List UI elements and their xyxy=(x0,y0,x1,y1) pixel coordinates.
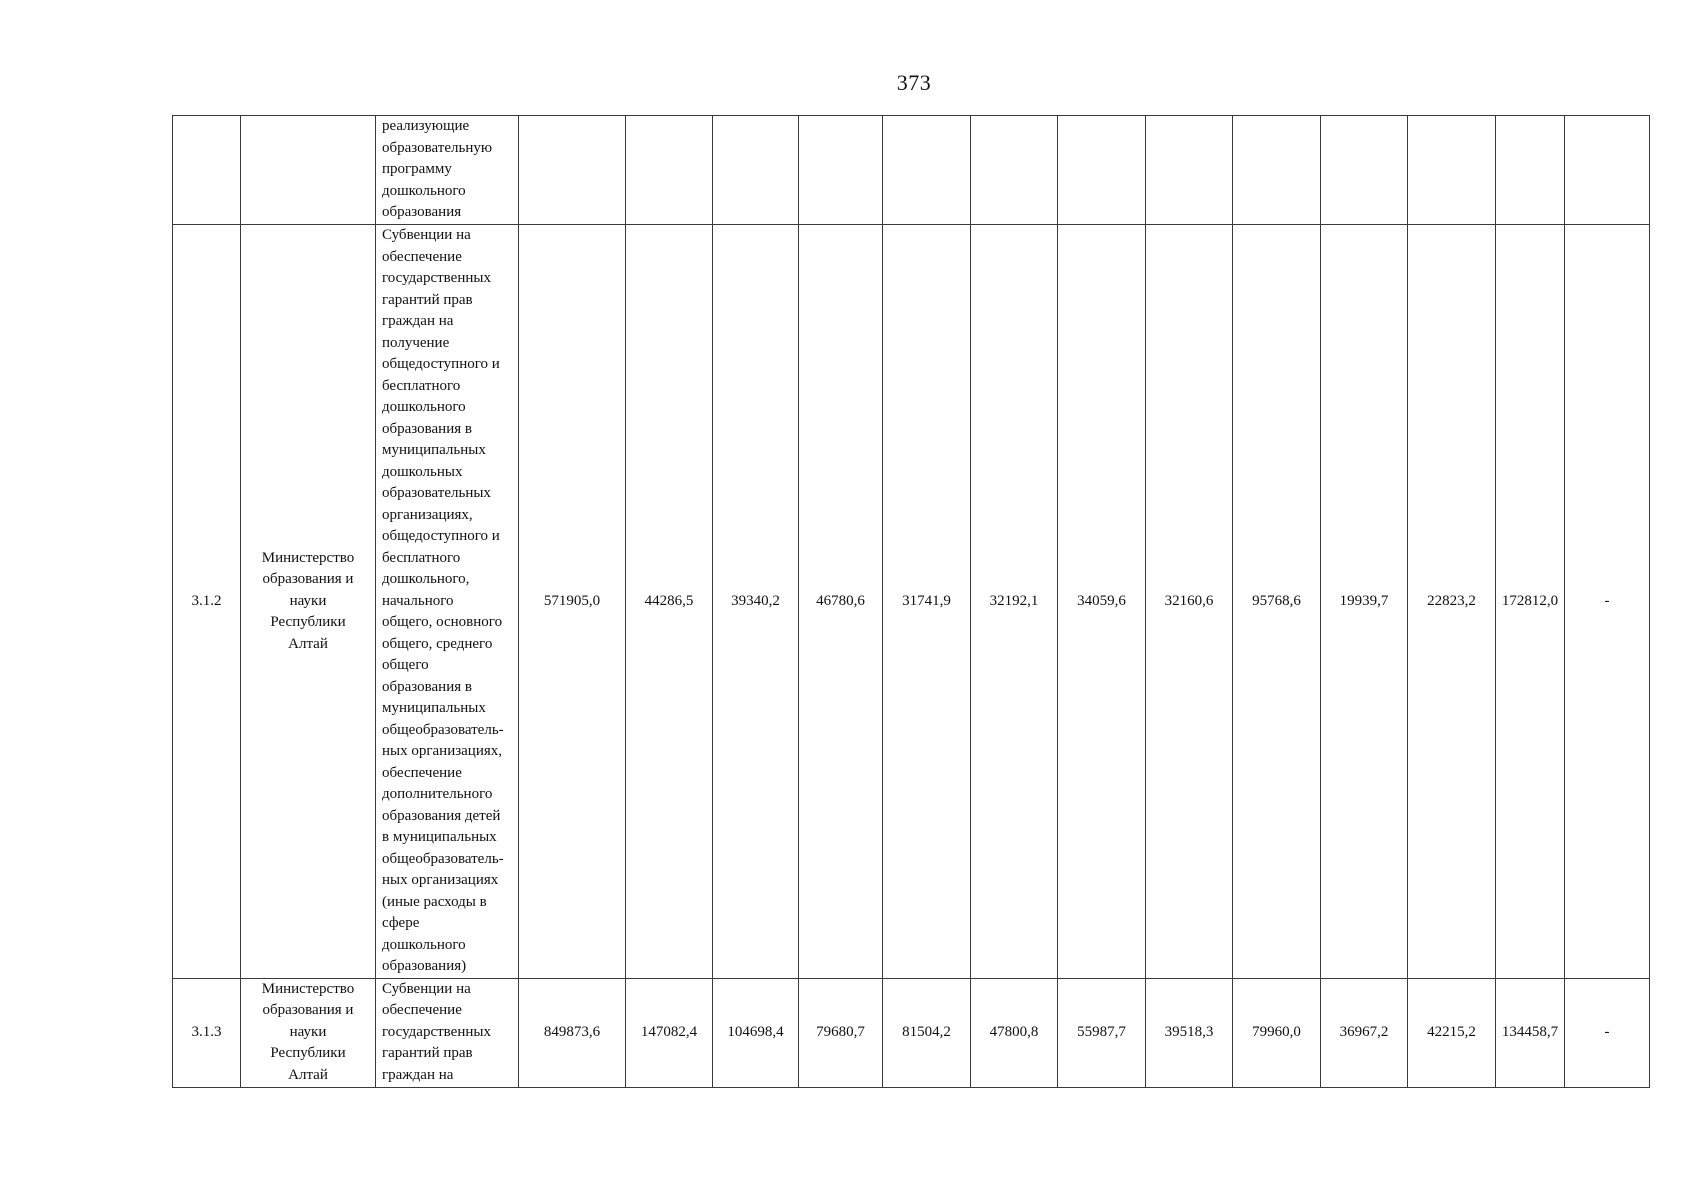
description-line: дошкольного, xyxy=(382,571,470,587)
description-line: (иные расходы в xyxy=(382,893,487,910)
value-cell xyxy=(1565,116,1650,225)
description-line: общего xyxy=(382,657,429,673)
description-line: образования в xyxy=(382,420,472,437)
value-cell: 134458,7 xyxy=(1496,978,1565,1087)
description-line: начального xyxy=(382,592,454,609)
row-id-cell: 3.1.3 xyxy=(173,978,241,1087)
description-line: образования) xyxy=(382,958,467,974)
value-cell: 39518,3 xyxy=(1146,978,1233,1087)
description-line: общедоступного и xyxy=(382,356,500,372)
description-line: образовательных xyxy=(382,485,491,501)
description-line: бесплатного xyxy=(382,549,461,566)
description-line: государственных xyxy=(382,270,491,286)
organization-cell xyxy=(241,116,376,225)
description-line: образовательную xyxy=(382,139,493,156)
description-line: общеобразователь- xyxy=(382,850,504,867)
description-cell xyxy=(376,225,519,979)
value-cell xyxy=(1233,116,1321,225)
table-row xyxy=(173,225,1650,979)
description-line: образования детей xyxy=(382,807,501,824)
table-row xyxy=(173,978,1650,1087)
value-cell: 32192,1 xyxy=(971,225,1058,979)
organization-cell xyxy=(241,978,376,1087)
description-line: в муниципальных xyxy=(382,829,497,845)
description-line: организациях, xyxy=(382,506,473,523)
value-cell xyxy=(799,116,883,225)
value-cell: 79960,0 xyxy=(1233,978,1321,1087)
organization-line: образования и xyxy=(262,1002,354,1019)
description-line: общедоступного и xyxy=(382,528,500,544)
description-line: программу xyxy=(382,161,452,178)
table-row xyxy=(173,116,1650,225)
value-cell: 55987,7 xyxy=(1058,978,1146,1087)
value-cell xyxy=(1496,116,1565,225)
description-line: дошкольного xyxy=(382,399,466,415)
description-line: дополнительного xyxy=(382,786,493,802)
budget-table xyxy=(172,115,1650,1088)
row-id-cell xyxy=(173,116,241,225)
value-cell: - xyxy=(1565,978,1650,1087)
value-cell xyxy=(713,116,799,225)
description-line: общего, основного xyxy=(382,614,503,630)
value-cell xyxy=(519,116,626,225)
value-cell: 19939,7 xyxy=(1321,225,1408,979)
description-line: получение xyxy=(382,334,450,351)
value-cell: 81504,2 xyxy=(883,978,971,1087)
value-cell: 44286,5 xyxy=(626,225,713,979)
description-cell xyxy=(376,116,519,225)
value-cell xyxy=(883,116,971,225)
table-body xyxy=(173,116,1650,1088)
organization-line: Республики xyxy=(270,1045,346,1062)
value-cell: 849873,6 xyxy=(519,978,626,1087)
description-line: Субвенции на xyxy=(382,980,471,997)
description-cell xyxy=(376,978,519,1087)
value-cell: 147082,4 xyxy=(626,978,713,1087)
description-line: граждан на xyxy=(382,1066,454,1083)
value-cell: 39340,2 xyxy=(713,225,799,979)
organization-line: Алтай xyxy=(288,635,328,652)
value-cell: 22823,2 xyxy=(1408,225,1496,979)
organization-line: образования и xyxy=(262,571,354,587)
organization-line: науки xyxy=(289,1023,327,1040)
value-cell: 31741,9 xyxy=(883,225,971,979)
row-id-cell: 3.1.2 xyxy=(173,225,241,979)
description-line: дошкольного xyxy=(382,936,466,953)
value-cell: 32160,6 xyxy=(1146,225,1233,979)
page-number: 373 xyxy=(896,70,932,95)
value-cell: 42215,2 xyxy=(1408,978,1496,1087)
value-cell: 95768,6 xyxy=(1233,225,1321,979)
description-line: ных организациях, xyxy=(382,743,503,759)
description-line: государственных xyxy=(382,1023,491,1040)
value-cell: 172812,0 xyxy=(1496,225,1565,979)
description-line: гарантий прав xyxy=(382,291,473,308)
description-line: обеспечение xyxy=(382,764,462,781)
organization-cell xyxy=(241,225,376,979)
description-line: бесплатного xyxy=(382,377,461,394)
value-cell xyxy=(971,116,1058,225)
description-line: общеобразователь- xyxy=(382,721,504,738)
description-line: дошкольных xyxy=(382,463,463,480)
value-cell xyxy=(626,116,713,225)
description-line: ных организациях xyxy=(382,872,499,888)
description-line: гарантий прав xyxy=(382,1045,473,1062)
description-line: граждан на xyxy=(382,313,454,329)
description-line: дошкольного xyxy=(382,182,466,199)
description-line: сфере xyxy=(382,915,420,931)
value-cell xyxy=(1058,116,1146,225)
description-line: обеспечение xyxy=(382,248,462,265)
description-line: общего, среднего xyxy=(382,635,493,652)
organization-line: Министерство xyxy=(261,980,355,997)
organization-line: Республики xyxy=(270,614,346,630)
value-cell: 34059,6 xyxy=(1058,225,1146,979)
value-cell: 104698,4 xyxy=(713,978,799,1087)
description-line: образования в xyxy=(382,678,472,695)
description-line: реализующие xyxy=(382,118,470,135)
description-line: Субвенции на xyxy=(382,227,471,243)
description-line: муниципальных xyxy=(382,442,486,458)
organization-line: Министерство xyxy=(261,549,355,566)
description-line: муниципальных xyxy=(382,700,486,716)
value-cell: 571905,0 xyxy=(519,225,626,979)
organization-line: Алтай xyxy=(288,1066,328,1083)
value-cell: 46780,6 xyxy=(799,225,883,979)
value-cell: 47800,8 xyxy=(971,978,1058,1087)
value-cell: - xyxy=(1565,225,1650,979)
value-cell xyxy=(1408,116,1496,225)
description-line: образования xyxy=(382,204,462,221)
organization-line: науки xyxy=(289,592,327,609)
description-line: обеспечение xyxy=(382,1002,462,1019)
value-cell xyxy=(1321,116,1408,225)
value-cell: 79680,7 xyxy=(799,978,883,1087)
value-cell xyxy=(1146,116,1233,225)
value-cell: 36967,2 xyxy=(1321,978,1408,1087)
